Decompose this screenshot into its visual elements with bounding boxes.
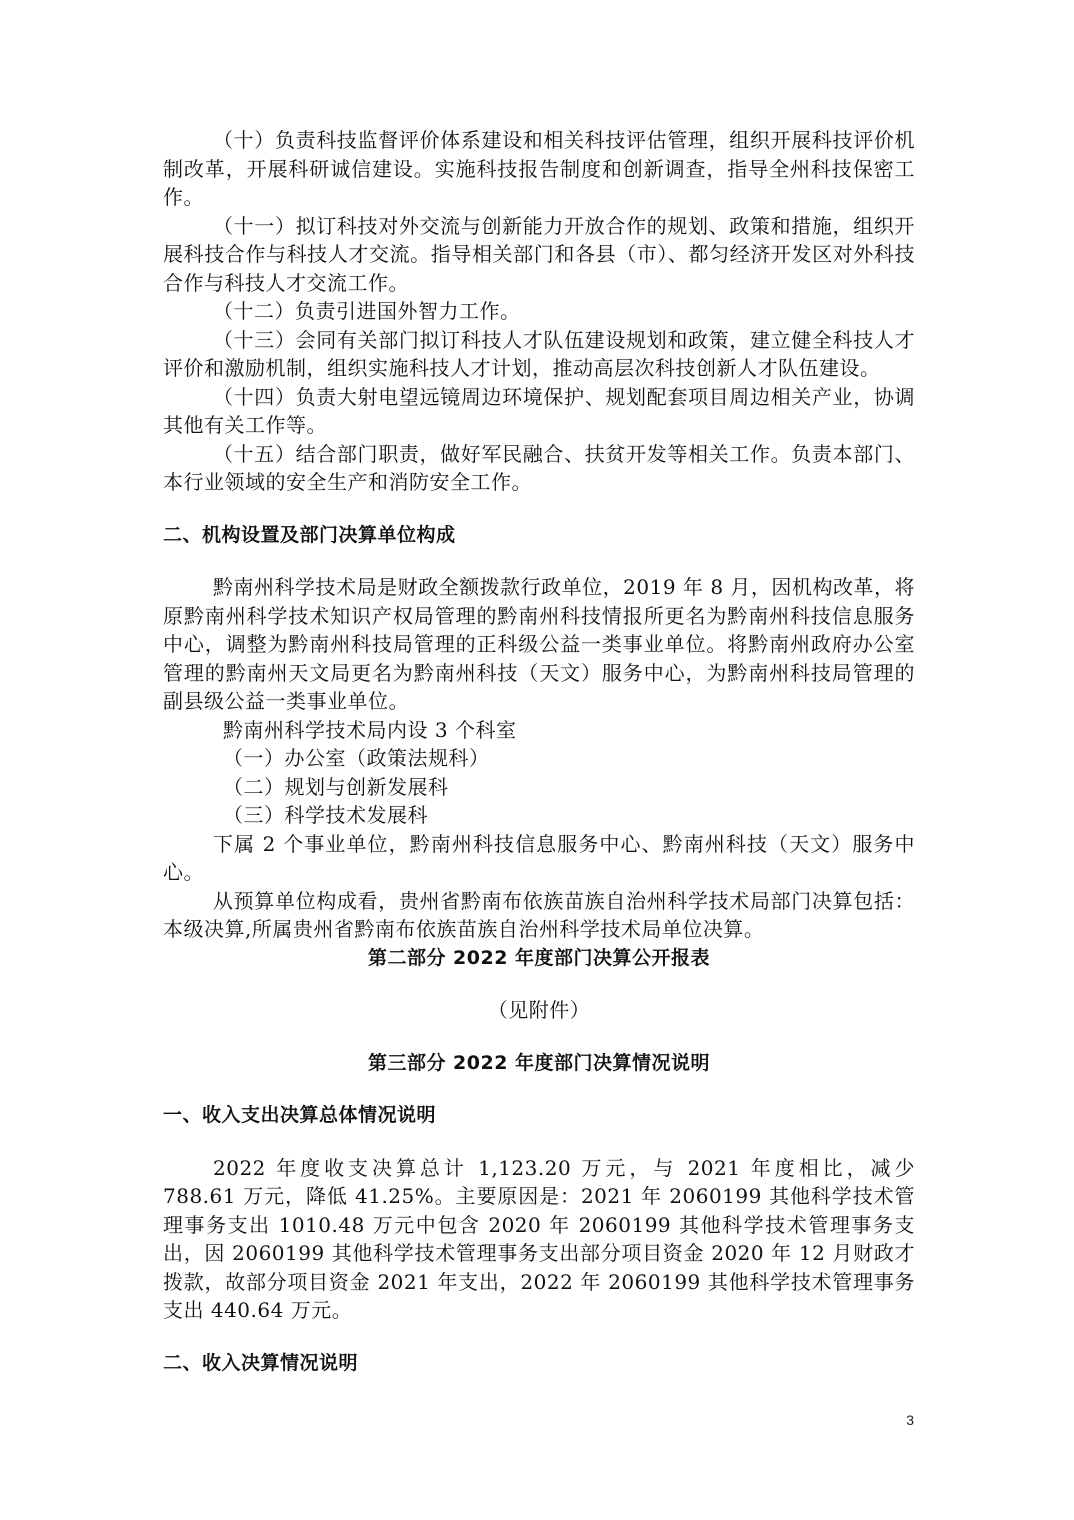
document-body <box>163 126 915 1401</box>
part-three-title: 第三部分 2022 年度部门决算情况说明 <box>367 1051 711 1074</box>
part-two-title: 第二部分 2022 年度部门决算公开报表 <box>367 946 711 969</box>
department-item: （二）规划与创新发展科 <box>223 774 449 799</box>
duty-item-11: （十一）拟订科技对外交流与创新能力开放合作的规划、政策和措施，组织开展科技合作与科技人才交流。指导相关部门和各县（市）、都匀经济开发区对外科技合作与科技人才交流工作。 <box>163 213 915 295</box>
section-heading-organization: 二、机构设置及部门决算单位构成 <box>163 523 456 546</box>
budget-unit-composition: 从预算单位构成看，贵州省黔南布依族苗族自治州科学技术局部门决算包括：本级决算,所属贵州省黔南布依族苗族自治州科学技术局单位决算。 <box>163 888 915 941</box>
duty-item-13: （十三）会同有关部门拟订科技人才队伍建设规划和政策，建立健全科技人才评价和激励机制，组织实施科技人才计划，推动高层次科技创新人才队伍建设。 <box>163 327 915 380</box>
section-heading-overview: 一、收入支出决算总体情况说明 <box>163 1104 437 1126</box>
section-heading-income: 二、收入决算情况说明 <box>163 1351 359 1374</box>
department-item: （一）办公室（政策法规科） <box>223 746 490 770</box>
department-item: （三）科学技术发展科 <box>223 803 428 827</box>
duty-item-15: （十五）结合部门职责，做好军民融合、扶贫开发等相关工作。负责本部门、本行业领域的安全生产和消防安全工作。 <box>163 441 915 494</box>
duty-item-10: （十）负责科技监督评价体系建设和相关科技评估管理，组织开展科技评价机制改革，开展科研诚信建设。实施科技报告制度和创新调查，指导全州科技保密工作。 <box>163 128 915 209</box>
duty-item-14: （十四）负责大射电望远镜周边环境保护、规划配套项目周边相关产业，协调其他有关工作等。 <box>163 384 915 437</box>
subordinate-units: 下属 2 个事业单位，黔南州科技信息服务中心、黔南州科技（天文）服务中心。 <box>163 831 915 884</box>
duty-item-12: （十二）负责引进国外智力工作。 <box>213 299 521 323</box>
departments-intro: 黔南州科学技术局内设 3 个科室 <box>223 717 517 742</box>
organization-paragraph: 黔南州科学技术局是财政全额拨款行政单位，2019 年 8 月，因机构改革，将原黔南州科学技术知识产权局管理的黔南州科技情报所更名为黔南州科技信息服务中心，调整为黔南州科技局管理的正科级公益一类事业单位。将黔南州政府办公室管理的黔南州天文局更名为黔南州科技（天文）服务中心，为黔南州科技局管理的副县级公益一类事业单位。 <box>163 575 915 713</box>
attachment-note: （见附件） <box>487 998 591 1022</box>
overview-paragraph: 2022 年度收支决算总计 1,123.20 万元，与 2021 年度相比，减少 788.61 万元，降低 41.25%。主要原因是：2021 年 2060199 其他科学技术管理事务支出 1010.48 万元中包含 2020 年 2060199 其他科学技术管理事务支出，因 2060199 其他科学技术管理事务支出部分项目资金 2020 年 12 月财政才拨款，故部分项目资金 2021 年支出，2022 年 2060199 其他科学技术管理事务支出 440.64 万元。 <box>163 1155 915 1322</box>
page-number: 3 <box>906 1412 914 1428</box>
